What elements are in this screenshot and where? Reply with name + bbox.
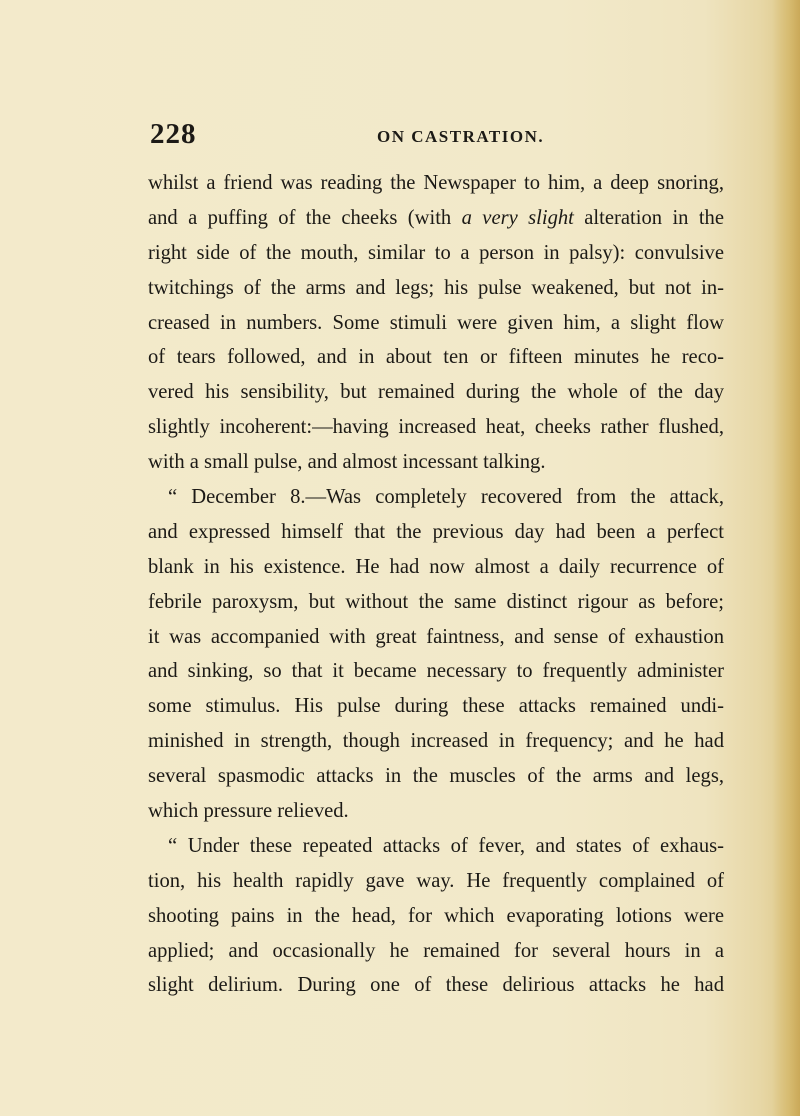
text-line: with a small pulse, and almost incessant talking. (148, 451, 546, 474)
body-text (148, 166, 724, 1003)
page-number: 228 (150, 118, 197, 150)
italic-phrase: a very slight (461, 206, 574, 229)
text-line: slightly incoherent:—having increased heat, cheeks rather flushed, (148, 416, 724, 439)
text-line: tion, his health rapidly gave way. He frequently complained of (148, 869, 724, 892)
text-line: slight delirium. During one of these delirious attacks he had (148, 974, 724, 997)
text-line: applied; and occasionally he remained for several hours in a (148, 939, 724, 962)
text-line: twitchings of the arms and legs; his pulse weakened, but not in- (148, 276, 724, 299)
text-line: some stimulus. His pulse during these attacks remained undi- (148, 695, 724, 718)
text-line: “ December 8.—Was completely recovered from the attack, (168, 486, 724, 509)
text-line: right side of the mouth, similar to a person in palsy): convulsive (148, 241, 724, 264)
text-line: and sinking, so that it became necessary to frequently administer (148, 660, 724, 683)
text-line: creased in numbers. Some stimuli were given him, a slight flow (148, 311, 724, 334)
text-line: whilst a friend was reading the Newspaper to him, a deep snoring, (148, 172, 724, 194)
text-line: and a puffing of the cheeks (with a very slight alteration in the (148, 206, 724, 229)
text-line: of tears followed, and in about ten or fifteen minutes he reco- (148, 346, 724, 369)
running-head: ON CASTRATION. (377, 127, 545, 146)
text-line: shooting pains in the head, for which evaporating lotions were (148, 904, 724, 927)
text-line: febrile paroxysm, but without the same distinct rigour as before; (148, 590, 724, 613)
text-line: several spasmodic attacks in the muscles of the arms and legs, (148, 765, 724, 788)
page-header (150, 118, 710, 158)
text-line: and expressed himself that the previous day had been a perfect (148, 520, 724, 543)
text-line: vered his sensibility, but remained during the whole of the day (148, 381, 724, 404)
text-line: “ Under these repeated attacks of fever, and states of exhaus- (168, 834, 724, 857)
text-line: minished in strength, though increased in frequency; and he had (148, 730, 724, 753)
text-line: which pressure relieved. (148, 800, 349, 823)
page-edge-shadow (772, 0, 800, 1116)
text-line: it was accompanied with great faintness, and sense of exhaustion (148, 625, 724, 648)
text-line: blank in his existence. He had now almost a daily recurrence of (148, 555, 724, 578)
